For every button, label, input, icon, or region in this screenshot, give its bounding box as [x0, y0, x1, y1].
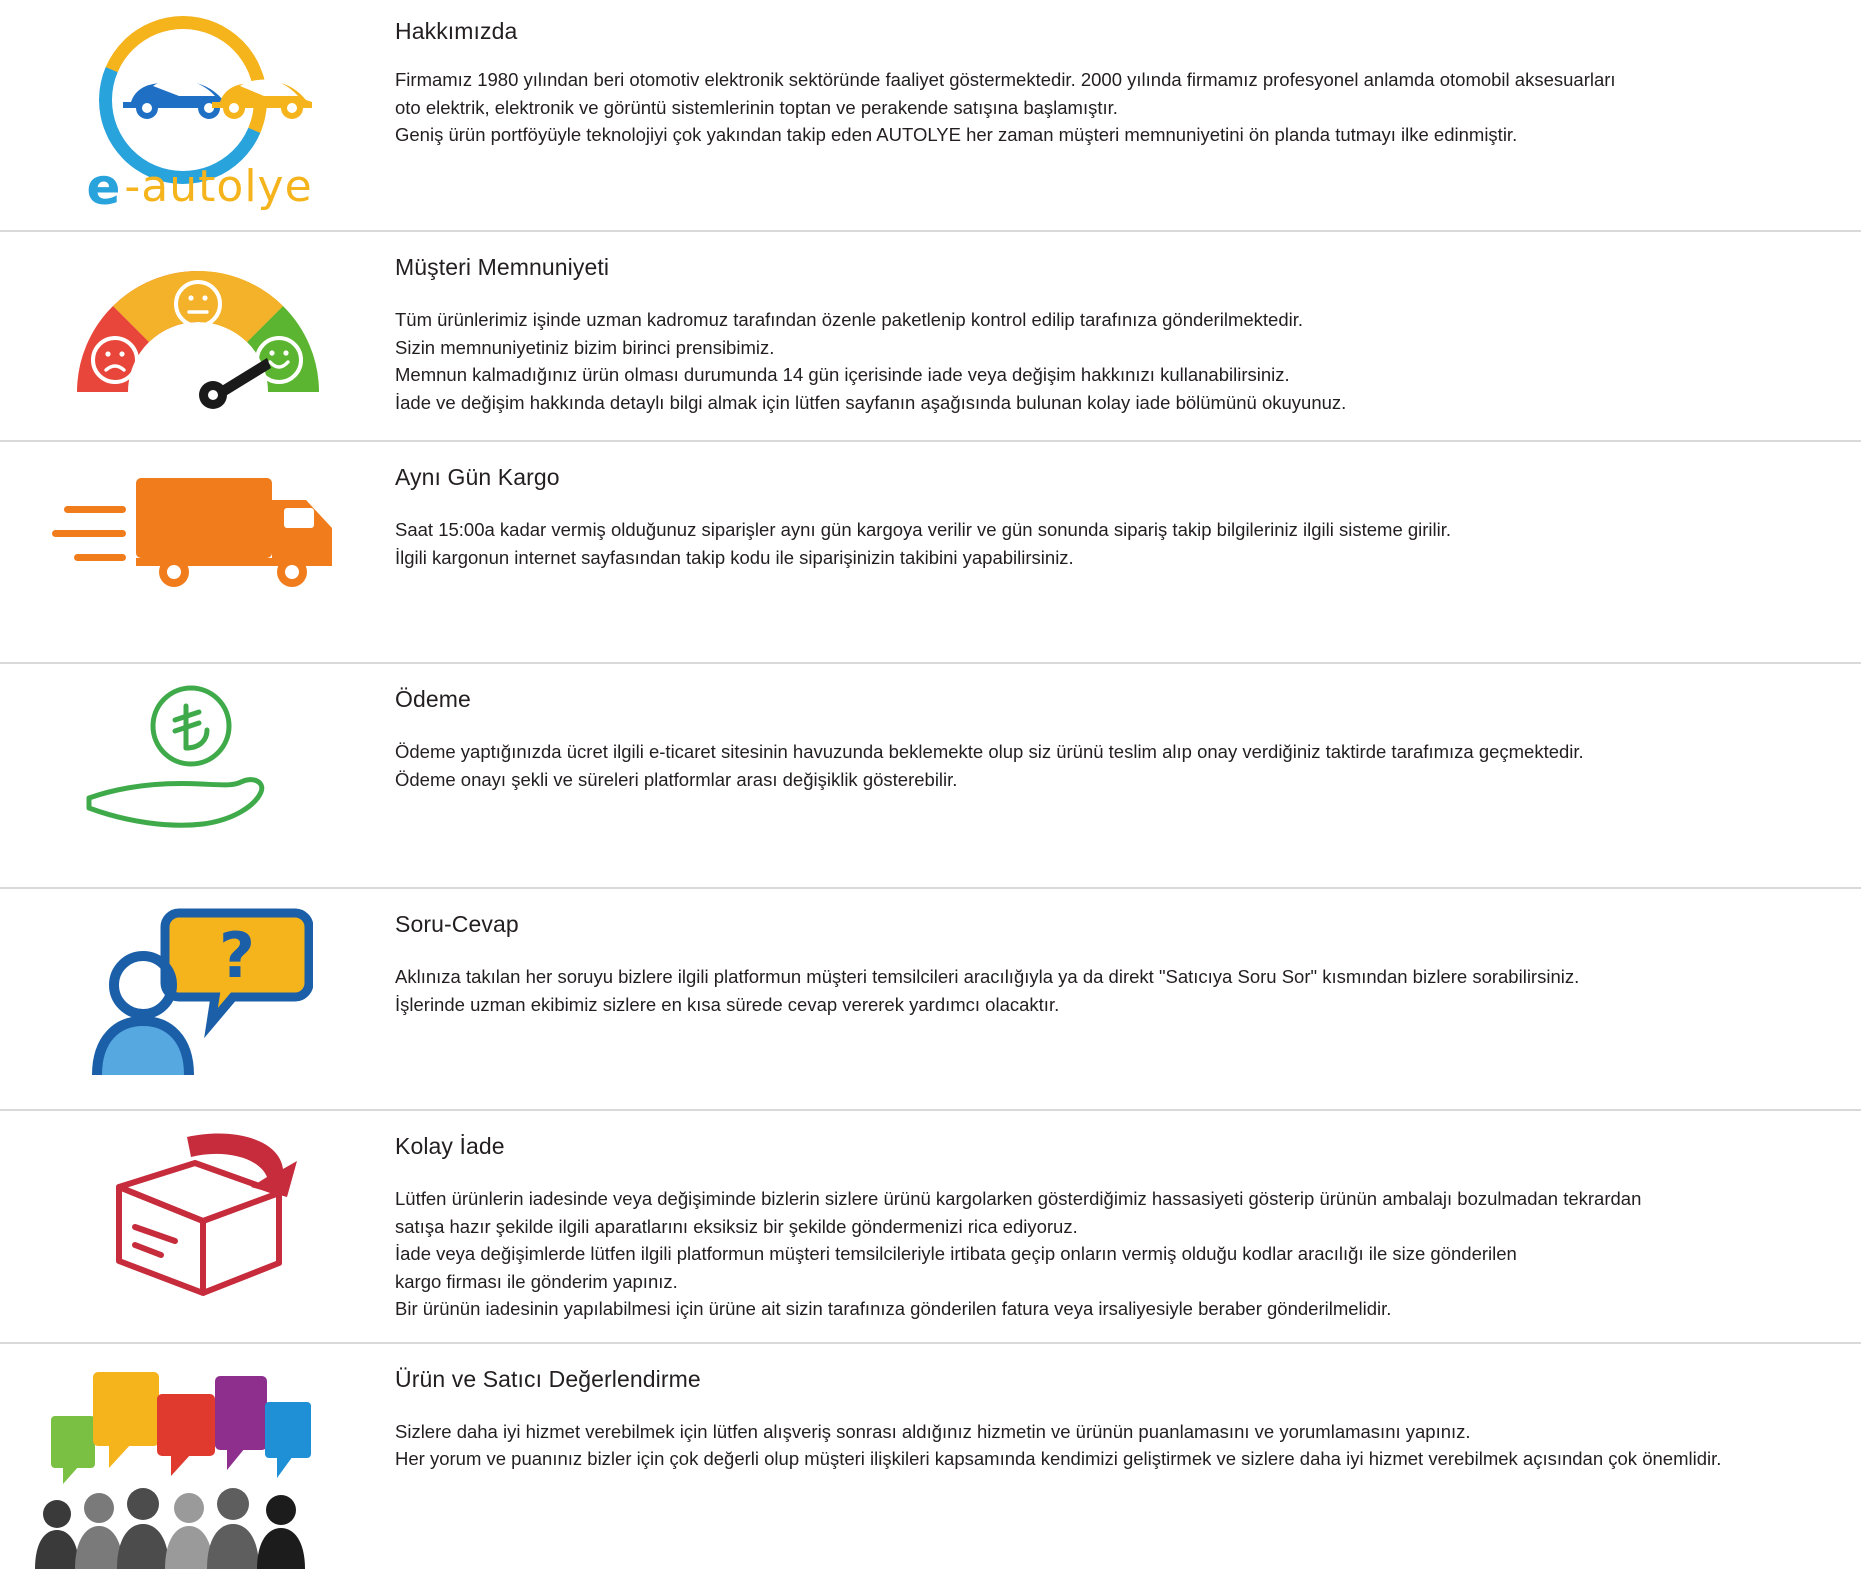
truck-svg: [48, 452, 348, 602]
speech-bubbles-people-icon: [33, 1354, 363, 1569]
paragraph: İade veya değişimlerde lütfen ilgili platformun müşteri temsilcileriyle irtibata geçip onların vermiş olduğu kodlar aracılığı ile size gönderilen: [395, 1243, 1517, 1265]
payment-svg: [83, 674, 313, 849]
section-body: [395, 67, 1821, 148]
logo-wordmark: [87, 160, 323, 214]
paragraph: Lütfen ürünlerin iadesinde veya değişiminde bizlerin sizlere ürünü kargolarken gösterdiğimiz hassasiyeti gösterip ürünün ambalajı bozulmadan tekrardan: [395, 1188, 1642, 1209]
section-body: [395, 1419, 1821, 1472]
icon-cell-logo: [0, 0, 395, 225]
section-urun-ve-satici-degerlendirme: [0, 1344, 1861, 1589]
icon-cell-gauge: [0, 232, 395, 427]
paragraph: Ödeme yaptığınızda ücret ilgili e-ticaret sitesinin havuzunda beklemekte olup siz ürünü teslim alıp onay verdiğiniz taktirde tarafımıza geçmektedir.: [395, 741, 1584, 762]
paragraph: oto elektrik, elektronik ve görüntü sistemlerinin toptan ve perakende satışına başlamıştır.: [395, 96, 1118, 118]
section-title: Ürün ve Satıcı Değerlendirme: [395, 1365, 701, 1392]
section-soru-cevap: [0, 889, 1861, 1111]
payment-hand-lira-icon: [83, 674, 313, 849]
section-ayni-gun-kargo: [0, 442, 1861, 664]
section-title: Kolay İade: [395, 1133, 505, 1159]
paragraph: kargo firması ile gönderim yapınız.: [395, 1270, 678, 1292]
logo-letter-e: e: [86, 158, 121, 216]
paragraph: satışa hazır şekilde ilgili aparatlarını eksiksiz bir şekilde göndermenizi rica ediyoruz.: [395, 1215, 1078, 1237]
text-cell-odeme: [395, 664, 1861, 812]
paragraph: Tüm ürünlerimiz işinde uzman kadromuz tarafından özenle paketlenip kontrol edilip tarafınıza gönderilmektedir.: [395, 309, 1303, 330]
logo-car-yellow-icon: [208, 62, 318, 120]
section-title: Müşteri Memnuniyeti: [395, 254, 610, 280]
section-body: [395, 517, 1821, 570]
gauge-svg: [63, 242, 333, 417]
text-cell-hakkimizda: [395, 0, 1861, 168]
question-answer-person-icon: [83, 899, 313, 1084]
section-kolay-iade: [0, 1111, 1861, 1344]
text-cell-urun-ve-satici-degerlendirme: [395, 1344, 1861, 1492]
qa-svg: [83, 899, 313, 1084]
paragraph: Ödeme onayı şekli ve süreleri platformlar arası değişiklik gösterebilir.: [395, 768, 958, 790]
section-body: [395, 1186, 1821, 1322]
return-svg: [83, 1121, 313, 1306]
icon-cell-return: [0, 1111, 395, 1316]
paragraph: Her yorum ve puanınız bizler için çok değerli olup müşteri ilişkileri kapsamında kendimizi geliştirmek ve sizlere daha iyi hizmet verebilmek açısından çok önemlidir.: [395, 1448, 1722, 1470]
paragraph: Sizin memnuniyetiniz bizim birinci prensibimiz.: [395, 336, 775, 358]
delivery-truck-icon: [48, 452, 348, 602]
paragraph: İade ve değişim hakkında detaylı bilgi almak için lütfen sayfanın aşağısında bulunan kolay iade bölümünü okuyunuz.: [395, 391, 1347, 413]
text-cell-musteri-memnuniyeti: [395, 232, 1861, 435]
icon-cell-qa: [0, 889, 395, 1094]
section-musteri-memnuniyeti: [0, 232, 1861, 442]
icon-cell-rating: [0, 1344, 395, 1579]
section-title: Hakkımızda: [395, 18, 518, 44]
section-title: Ödeme: [395, 686, 471, 712]
paragraph: Memnun kalmadığınız ürün olması durumunda 14 gün içerisinde iade veya değişim hakkınızı kullanabilirsiniz.: [395, 364, 1290, 386]
paragraph: İlgili kargonun internet sayfasından takip kodu ile siparişinizin takibini yapabilirsiniz.: [395, 546, 1074, 568]
paragraph: Firmamız 1980 yılından beri otomotiv elektronik sektöründe faaliyet göstermektedir. 2000 yılında firmamız profesyonel anlamda otomobil aksesuarları: [395, 69, 1616, 90]
text-cell-soru-cevap: [395, 889, 1861, 1037]
paragraph: Geniş ürün portföyüyle teknolojiyi çok yakından takip eden AUTOLYE her zaman müşteri memnuniyetini ön planda tutmayı ilke edinmiştir.: [395, 124, 1518, 146]
svg-text:?: ?: [218, 919, 255, 992]
satisfaction-gauge-icon: [63, 242, 333, 417]
section-title: Aynı Gün Kargo: [395, 464, 560, 490]
paragraph: Sizlere daha iyi hizmet verebilmek için lütfen alışveriş sonrası aldığınız hizmetin ve ürünün puanlamasını ve yorumlamasını yapınız.: [395, 1420, 1471, 1442]
icon-cell-payment: [0, 664, 395, 859]
logo-word: -autolye: [124, 161, 313, 212]
return-box-arrow-icon: [83, 1121, 313, 1306]
autolye-logo-icon: [73, 10, 323, 215]
paragraph: İşlerinde uzman ekibimiz sizlere en kısa sürede cevap vererek yardımcı olacaktır.: [395, 993, 1060, 1015]
section-body: [395, 307, 1821, 415]
section-body: [395, 739, 1821, 792]
section-body: [395, 964, 1821, 1017]
icon-cell-truck: [0, 442, 395, 612]
section-hakkimizda: [0, 0, 1861, 232]
rating-svg: [33, 1354, 363, 1569]
text-cell-ayni-gun-kargo: [395, 442, 1861, 590]
section-title: Soru-Cevap: [395, 911, 519, 937]
text-cell-kolay-iade: [395, 1111, 1861, 1342]
section-odeme: [0, 664, 1861, 889]
paragraph: Aklınıza takılan her soruyu bizlere ilgili platformun müşteri temsilcileri aracılığıyla ya da direkt "Satıcıya Soru Sor" kısmından bizlere sorabilirsiniz.: [395, 966, 1580, 987]
paragraph: Saat 15:00a kadar vermiş olduğunuz siparişler aynı gün kargoya verilir ve gün sonunda sipariş takip bilgileriniz ilgili sisteme girilir.: [395, 519, 1452, 540]
paragraph: Bir ürünün iadesinin yapılabilmesi için ürüne ait sizin tarafınıza gönderilen fatura veya irsaliyesiyle beraber gönderilmelidir.: [395, 1298, 1392, 1320]
